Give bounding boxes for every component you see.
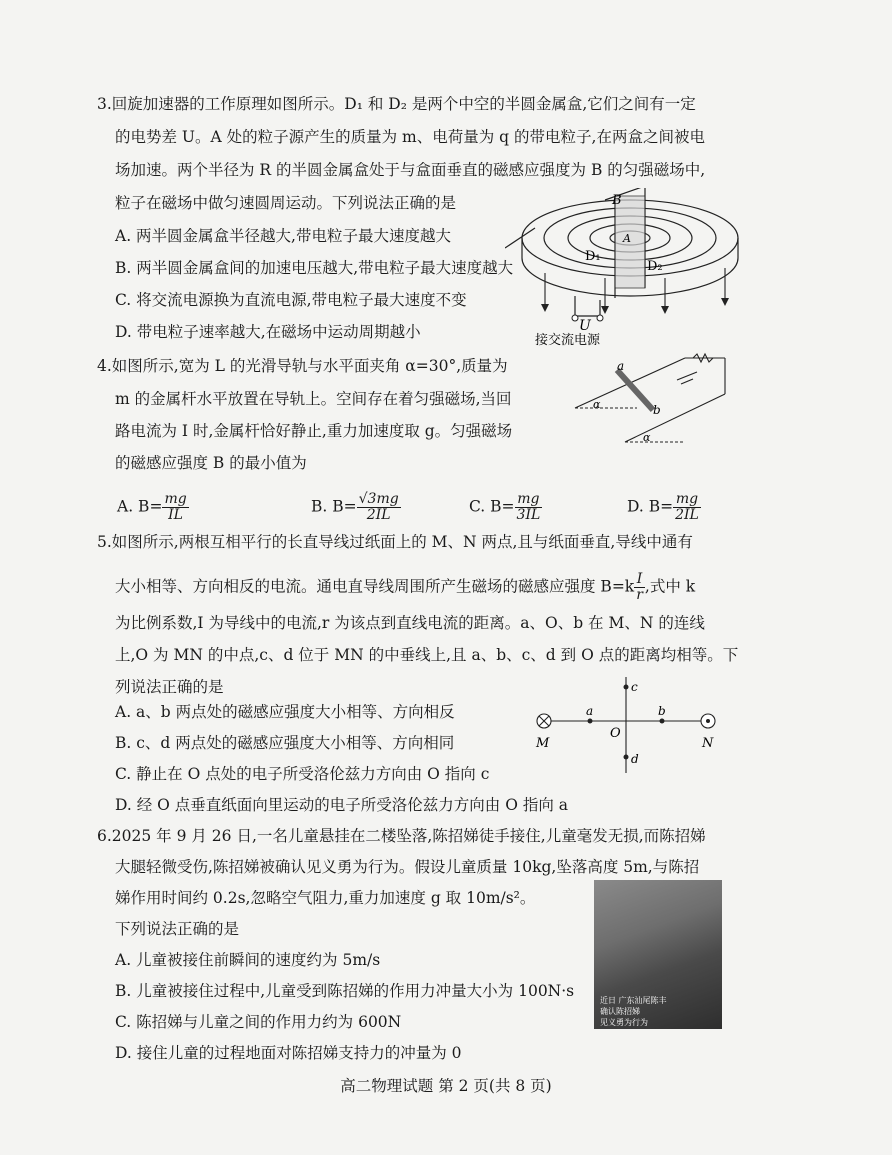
q5-line-5: 列说法正确的是 [115,678,224,696]
q5-line-1: 5.如图所示,两根互相平行的长直导线过纸面上的 M、N 两点,且与纸面垂直,导线中通有 [97,533,693,551]
cyclotron-label-b: B [612,193,622,208]
q5-line-2 [115,572,695,603]
page-footer: 高二物理试题 第 2 页(共 8 页) [340,1077,552,1095]
news-photo-caption-line-2: 确认陈招娣 [600,1007,640,1016]
news-photo-caption-line-3: 见义勇为行为 [600,1018,648,1027]
q3-line-2: 的电势差 U。A 处的粒子源产生的质量为 m、电荷量为 q 的带电粒子,在两盒之间被电 [115,128,705,146]
rail-label-a: a [617,359,625,373]
cyclotron-label-a: A [623,232,631,245]
q4-option-b-numerator: √3mg [358,491,399,507]
q3-option-c: C. 将交流电源换为直流电源,带电粒子最大速度不变 [115,291,467,309]
wires-label-b: b [658,704,666,718]
q4-option-a-numerator: mg [164,491,187,507]
q4-line-1: 4.如图所示,宽为 L 的光滑导轨与水平面夹角 α=30°,质量为 [97,357,508,375]
q4-option-d-denominator: 2IL [675,507,699,523]
q5-formula-numerator: I [634,572,645,588]
q6-line-4: 下列说法正确的是 [115,920,240,938]
q5-line-4: 上,O 为 MN 的中点,c、d 位于 MN 的中垂线上,且 a、b、c、d 到 O 点的距离均相等。下 [115,646,739,664]
q4-option-d [627,492,701,523]
q5-option-c: C. 静止在 O 点处的电子所受洛伦兹力方向由 O 指向 c [115,765,490,783]
q6-option-c: C. 陈招娣与儿童之间的作用力约为 600N [115,1013,402,1031]
q4-option-c-denominator: 3IL [516,507,541,523]
cyclotron-figure [505,188,755,348]
q5-line-3: 为比例系数,I 为导线中的电流,r 为该点到直线电流的距离。a、O、b 在 M、N 的连线 [115,614,705,632]
wires-figure [530,675,725,785]
news-photo-caption [600,995,667,1028]
wires-label-d: d [631,752,639,766]
q5-line-2-tail: ,式中 k [644,577,696,596]
wires-label-c: c [631,680,638,694]
wires-label-n: N [702,736,714,751]
wires-label-o: O [610,726,621,741]
q5-formula-denominator: r [636,587,643,603]
q4-option-a [117,492,189,523]
q4-option-d-numerator: mg [673,492,701,508]
q3-option-b: B. 两半圆金属盒间的加速电压越大,带电粒子最大速度越大 [115,259,514,277]
q3-line-1: 3.回旋加速器的工作原理如图所示。D₁ 和 D₂ 是两个中空的半圆金属盒,它们之间有一定 [97,95,696,113]
q4-line-3: 路电流为 I 时,金属杆恰好静止,重力加速度取 g。匀强磁场 [115,422,513,440]
q4-option-a-denominator: IL [168,507,183,523]
q4-option-d-fraction [673,492,701,523]
q6-line-3: 娣作用时间约 0.2s,忽略空气阻力,重力加速度 g 取 10m/s²。 [115,889,536,907]
wires-label-m: M [536,736,550,751]
rail-label-alpha-1: α [593,398,601,411]
q6-option-a: A. 儿童被接住前瞬间的速度约为 5m/s [115,951,381,969]
q4-option-c [469,492,542,523]
q3-line-4: 粒子在磁场中做匀速圆周运动。下列说法正确的是 [115,194,457,212]
q4-option-d-prefix: D. B= [627,497,674,516]
q3-option-d: D. 带电粒子速率越大,在磁场中运动周期越小 [115,323,421,341]
rail-figure [565,350,740,445]
q4-line-4: 的磁感应强度 B 的最小值为 [115,454,307,472]
q4-option-c-prefix: C. B= [469,497,515,516]
wires-label-a: a [586,704,594,718]
q4-option-c-fraction [515,492,543,523]
q4-option-b-prefix: B. B= [311,497,357,516]
q4-option-a-fraction [162,492,188,523]
news-photo-caption-line-1: 近日 广东汕尾陈丰 [600,996,667,1005]
q5-option-a: A. a、b 两点处的磁感应强度大小相等、方向相反 [115,703,455,721]
q4-option-b [311,492,401,523]
rail-label-alpha-2: α [643,431,651,444]
q4-line-2: m 的金属杆水平放置在导轨上。空间存在着匀强磁场,当回 [115,390,512,408]
cyclotron-label-u: U [579,318,591,334]
q6-line-1: 6.2025 年 9 月 26 日,一名儿童悬挂在二楼坠落,陈招娣徒手接住,儿童毫发无损,而陈招娣 [97,827,706,845]
cyclotron-label-d2: D₂ [647,259,663,274]
q5-option-d: D. 经 O 点垂直纸面向里运动的电子所受洛伦兹力方向由 O 指向 a [115,796,569,814]
q6-option-b: B. 儿童被接住过程中,儿童受到陈招娣的作用力冲量大小为 100N·s [115,982,575,1000]
q4-option-a-prefix: A. B= [117,497,163,516]
cyclotron-caption: 接交流电源 [535,333,601,348]
q3-line-3: 场加速。两个半径为 R 的半圆金属盒处于与盒面垂直的磁感应强度为 B 的匀强磁场中, [115,161,706,179]
q4-option-c-numerator: mg [515,492,543,508]
q6-option-d: D. 接住儿童的过程地面对陈招娣支持力的冲量为 0 [115,1044,462,1062]
q4-option-b-fraction [357,492,401,523]
q5-option-b: B. c、d 两点处的磁感应强度大小相等、方向相同 [115,734,455,752]
q5-formula-fraction [634,572,645,603]
q3-option-a: A. 两半圆金属盒半径越大,带电粒子最大速度越大 [115,227,451,245]
q5-line-2-text: 大小相等、方向相反的电流。通电直导线周围所产生磁场的磁感应强度 B=k [115,577,635,596]
news-photo [594,880,722,1029]
q4-option-b-denominator: 2IL [366,507,391,523]
rail-label-b: b [653,403,661,417]
cyclotron-label-d1: D₁ [585,249,601,264]
q6-line-2: 大腿轻微受伤,陈招娣被确认见义勇为行为。假设儿童质量 10kg,坠落高度 5m,与陈招 [115,858,700,876]
